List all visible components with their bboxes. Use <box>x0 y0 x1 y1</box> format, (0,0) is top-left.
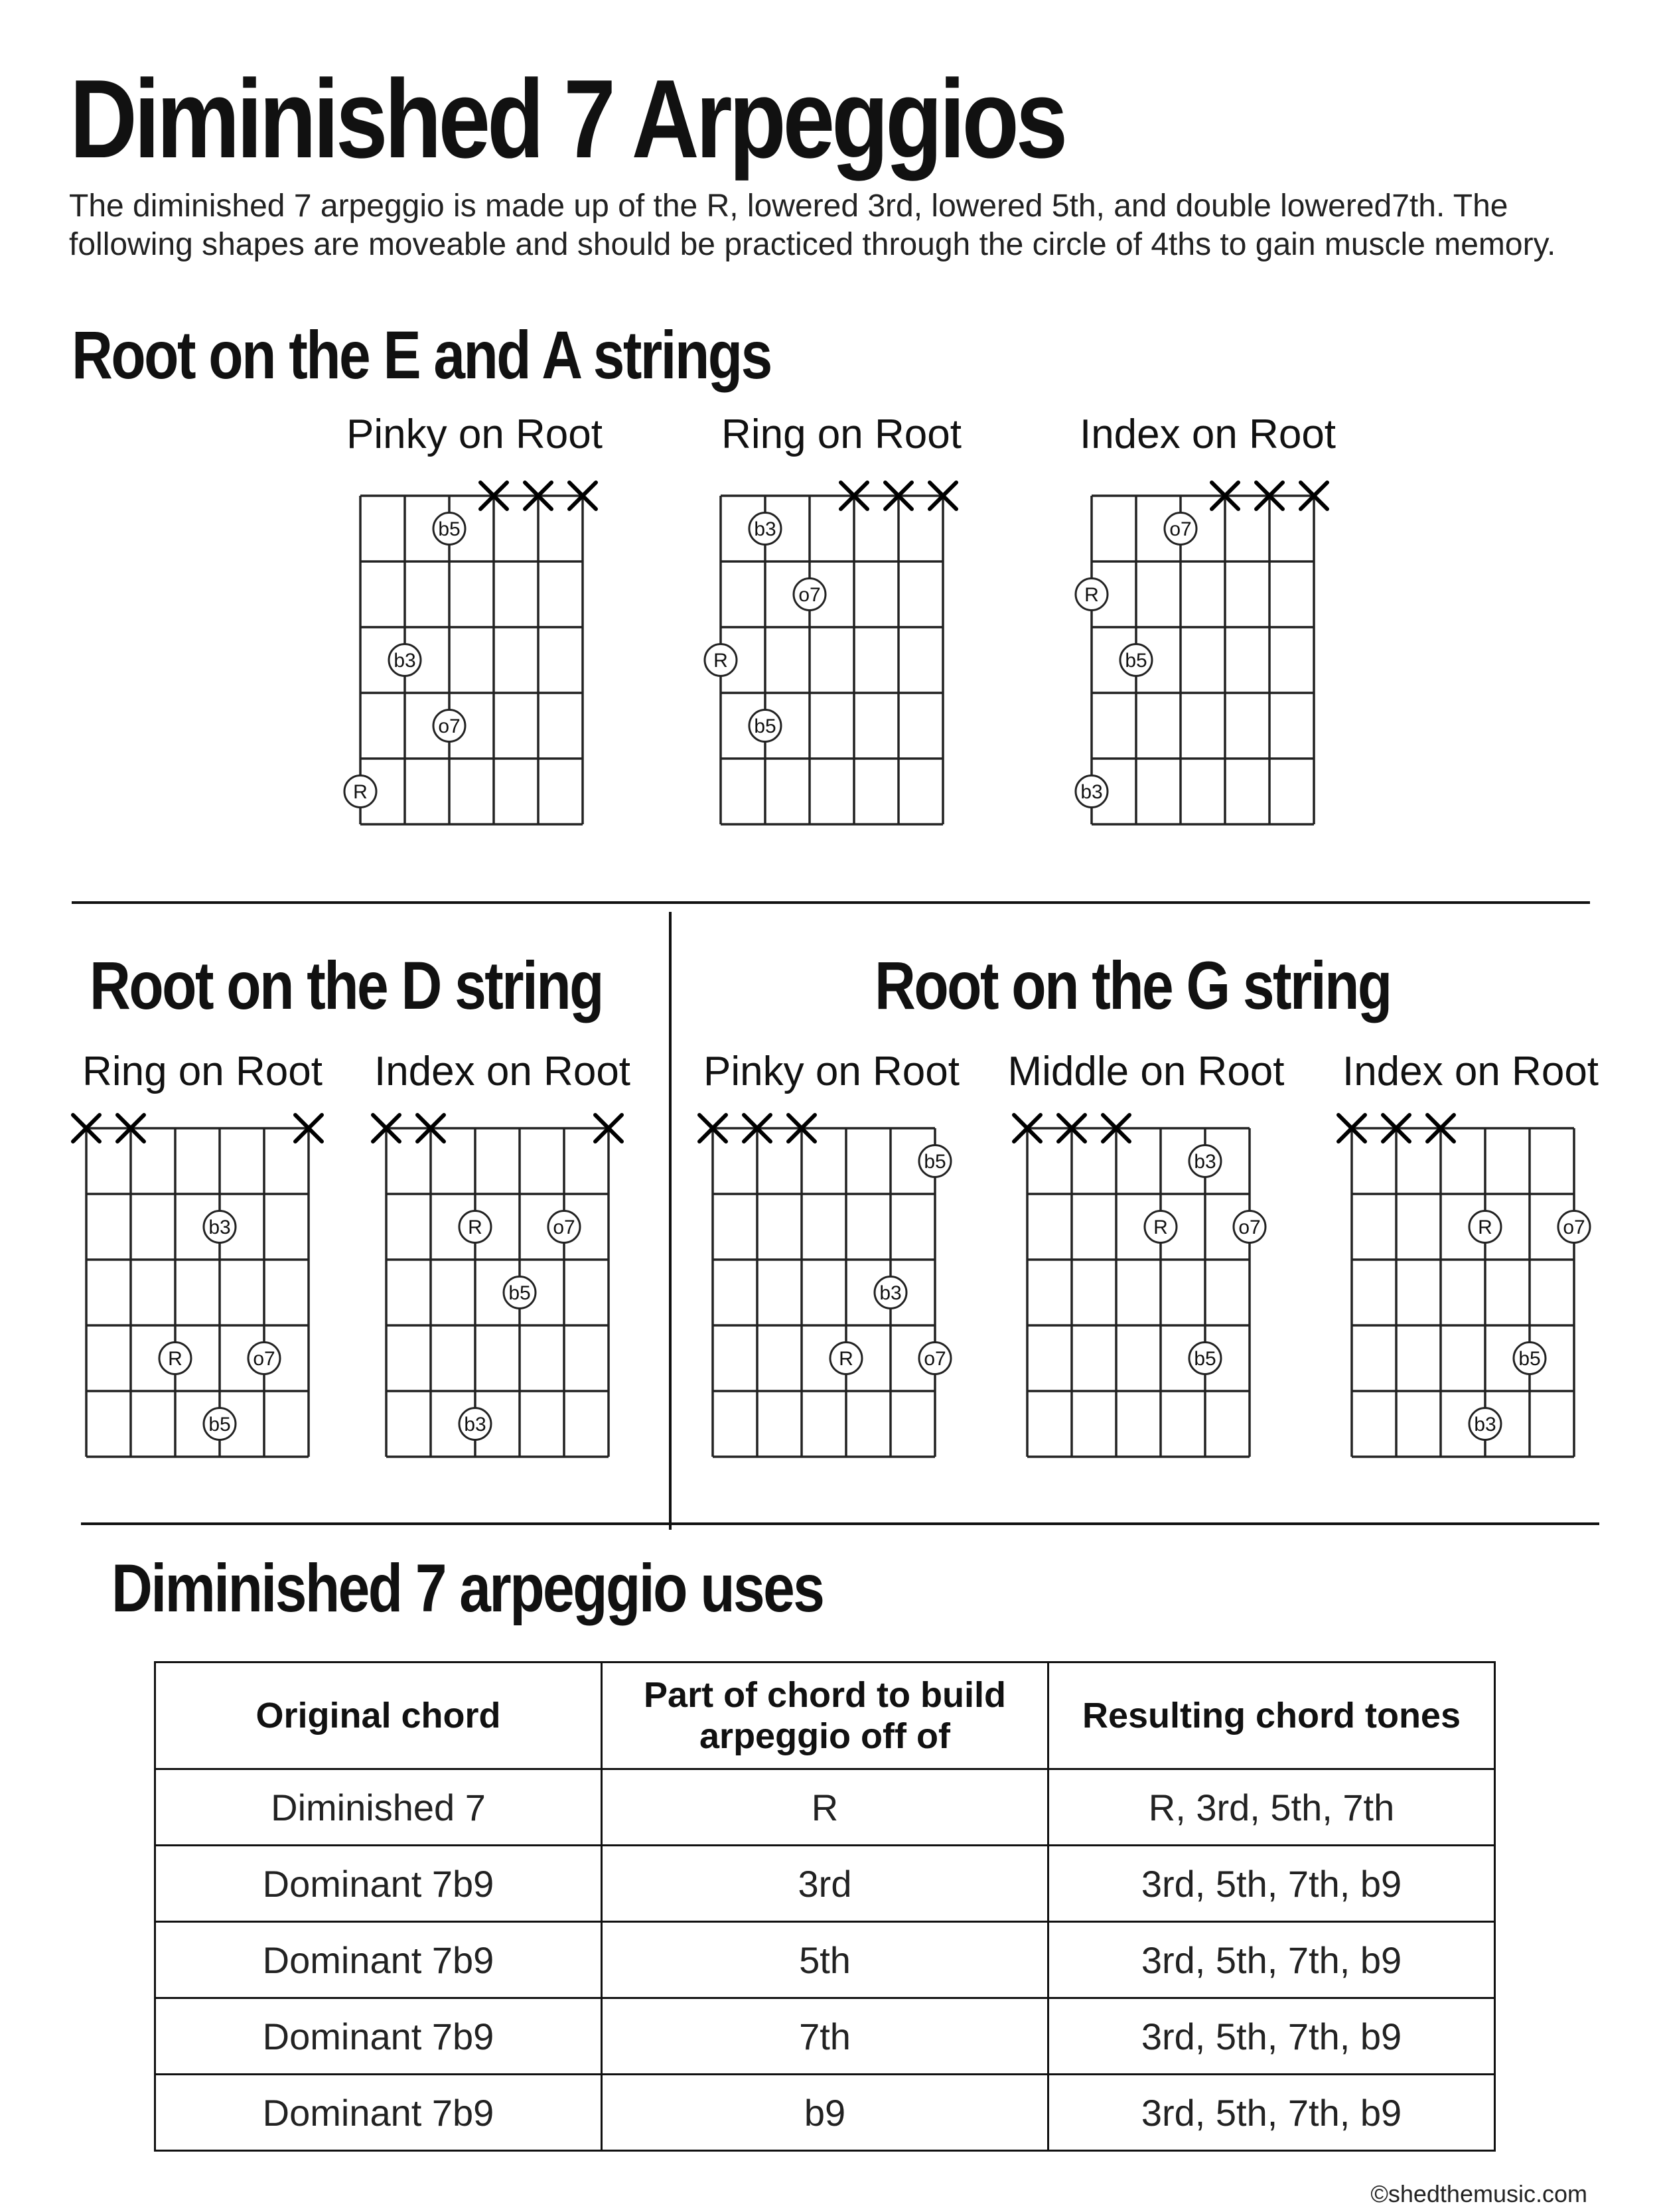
table-cell: 3rd, 5th, 7th, b9 <box>1048 1998 1495 2075</box>
fretboard-diagram <box>373 1115 622 1457</box>
column-header: Part of chord to build arpeggio off of <box>602 1662 1048 1769</box>
table-row <box>155 1998 1495 2075</box>
fretboard-diagram <box>344 482 596 824</box>
note-marker <box>433 513 465 545</box>
note-marker <box>1076 776 1108 808</box>
note-label: o7 <box>438 715 461 737</box>
note-label: b5 <box>508 1282 531 1304</box>
note-marker <box>1120 644 1152 676</box>
note-label: b3 <box>394 650 416 672</box>
diagram-label: Index on Root <box>374 1049 631 1094</box>
note-marker <box>1189 1343 1221 1374</box>
note-marker <box>1145 1211 1177 1243</box>
note-marker <box>1189 1145 1221 1177</box>
note-label: b5 <box>1194 1348 1216 1370</box>
note-label: o7 <box>553 1217 575 1238</box>
fretboard-grid <box>386 1128 609 1457</box>
note-label: R <box>713 650 728 672</box>
note-marker <box>919 1343 951 1374</box>
diagram-label: Index on Root <box>1342 1049 1599 1094</box>
note-label: o7 <box>1238 1217 1261 1238</box>
note-marker <box>1514 1343 1546 1374</box>
table-cell: R <box>602 1769 1048 1846</box>
diagram-label: Ring on Root <box>721 411 962 457</box>
note-label: o7 <box>253 1348 275 1370</box>
section-heading-uses: Diminished 7 arpeggio uses <box>111 1550 824 1626</box>
table-cell: b9 <box>602 2075 1048 2151</box>
note-label: b3 <box>464 1414 486 1436</box>
diagram-label: Middle on Root <box>1007 1049 1285 1094</box>
table-cell: Dominant 7b9 <box>155 1922 602 1998</box>
fretboard-grid <box>1352 1128 1574 1457</box>
fretboard-diagram <box>1338 1115 1590 1457</box>
note-label: o7 <box>1563 1217 1585 1238</box>
fretboard-grid <box>721 496 943 824</box>
diagram-label: Ring on Root <box>82 1049 323 1094</box>
uses-table <box>154 1661 1496 2152</box>
note-marker <box>459 1408 491 1440</box>
note-marker <box>204 1211 236 1243</box>
table-cell: 3rd <box>602 1846 1048 1922</box>
fretboard-diagram <box>1076 482 1327 824</box>
note-label: b5 <box>208 1414 231 1436</box>
table-row <box>155 1922 1495 1998</box>
note-marker <box>344 776 376 808</box>
note-label: o7 <box>924 1348 946 1370</box>
fretboard-grid <box>1027 1128 1250 1457</box>
note-label: R <box>839 1348 853 1370</box>
note-marker <box>875 1277 906 1309</box>
table-cell: 3rd, 5th, 7th, b9 <box>1048 2075 1495 2151</box>
note-label: R <box>353 781 368 803</box>
note-marker <box>794 579 826 611</box>
table-cell: 7th <box>602 1998 1048 2075</box>
note-label: b5 <box>754 715 776 737</box>
note-marker <box>159 1343 191 1374</box>
table-row <box>155 1846 1495 1922</box>
note-label: b3 <box>754 518 776 540</box>
note-label: o7 <box>798 584 821 606</box>
table-cell: 3rd, 5th, 7th, b9 <box>1048 1922 1495 1998</box>
column-header: Resulting chord tones <box>1048 1662 1495 1769</box>
column-header: Original chord <box>155 1662 602 1769</box>
fretboard-diagram <box>1014 1115 1265 1457</box>
note-marker <box>1165 513 1196 545</box>
note-marker <box>204 1408 236 1440</box>
note-marker <box>504 1277 536 1309</box>
note-label: b3 <box>1194 1151 1216 1173</box>
table-cell: Diminished 7 <box>155 1769 602 1846</box>
note-marker <box>248 1343 280 1374</box>
table-header-row <box>155 1662 1495 1769</box>
note-marker <box>1469 1211 1501 1243</box>
note-marker <box>919 1145 951 1177</box>
table-cell: Dominant 7b9 <box>155 1998 602 2075</box>
note-marker <box>1234 1211 1265 1243</box>
copyright-text: ©shedthemusic.com <box>1370 2180 1587 2207</box>
note-marker <box>749 710 781 742</box>
note-label: b5 <box>1518 1348 1541 1370</box>
table-row <box>155 2075 1495 2151</box>
note-label: b5 <box>924 1151 946 1173</box>
note-label: R <box>168 1348 182 1370</box>
note-marker <box>830 1343 862 1374</box>
note-marker <box>749 513 781 545</box>
diagram-label: Pinky on Root <box>703 1049 960 1094</box>
note-label: R <box>1478 1217 1492 1238</box>
note-marker <box>389 644 421 676</box>
page-title: Diminished 7 Arpeggios <box>70 56 1065 181</box>
table-cell: R, 3rd, 5th, 7th <box>1048 1769 1495 1846</box>
fretboard-diagram <box>705 482 956 824</box>
table-row <box>155 1769 1495 1846</box>
intro-paragraph: The diminished 7 arpeggio is made up of the R, lowered 3rd, lowered 5th, and double lowered7th. The following shapes are moveable and should be practiced through the circle of 4ths to gain muscle memory. <box>69 188 1556 262</box>
section-heading-e-a-strings: Root on the E and A strings <box>72 317 771 393</box>
note-marker <box>1469 1408 1501 1440</box>
note-label: b5 <box>438 518 461 540</box>
table-cell: Dominant 7b9 <box>155 1846 602 1922</box>
note-label: b3 <box>208 1217 231 1238</box>
section-heading-d-string: Root on the D string <box>90 948 603 1023</box>
diagram-label: Pinky on Root <box>346 411 603 457</box>
note-marker <box>1076 579 1108 611</box>
note-label: o7 <box>1169 518 1192 540</box>
note-label: b3 <box>1080 781 1103 803</box>
table-cell: Dominant 7b9 <box>155 2075 602 2151</box>
note-label: b3 <box>879 1282 902 1304</box>
table-cell: 3rd, 5th, 7th, b9 <box>1048 1846 1495 1922</box>
fretboard-grid <box>86 1128 309 1457</box>
note-marker <box>459 1211 491 1243</box>
note-label: R <box>1084 584 1099 606</box>
diagram-label: Index on Root <box>1079 411 1336 457</box>
note-marker <box>1558 1211 1590 1243</box>
fretboard-diagram <box>699 1115 951 1457</box>
note-label: b3 <box>1474 1414 1496 1436</box>
note-label: R <box>1153 1217 1168 1238</box>
section-heading-g-string: Root on the G string <box>875 948 1391 1023</box>
note-marker <box>705 644 737 676</box>
table-cell: 5th <box>602 1922 1048 1998</box>
note-marker <box>548 1211 580 1243</box>
note-marker <box>433 710 465 742</box>
note-label: R <box>468 1217 482 1238</box>
fretboard-diagram <box>73 1115 322 1457</box>
note-label: b5 <box>1125 650 1147 672</box>
